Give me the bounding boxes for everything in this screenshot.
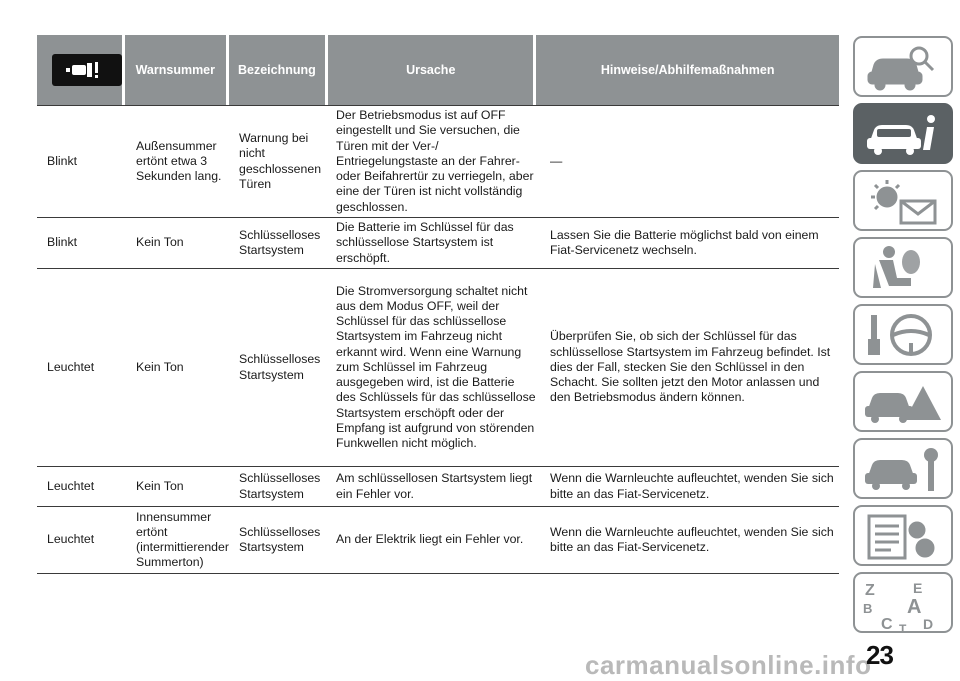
cell-light-state: Blinkt	[47, 153, 78, 168]
table-row	[37, 105, 839, 217]
tab-car-info[interactable]	[853, 103, 953, 164]
cell-designation: Warnung bei nicht geschlossenen Türen	[239, 131, 322, 191]
tab-warning-lights[interactable]	[853, 170, 953, 231]
header-warnsummer: Warnsummer	[125, 35, 226, 105]
technical-data-icon	[863, 512, 943, 562]
table-row	[37, 217, 839, 268]
cell-cause: Der Betriebsmodus ist auf OFF eingestellt und Sie versuchen, die Türen mit der Ver-/ Entriegelungstaste an der Fahrer- oder Beifahrertür zu verriegeln, aber eine der Türen ist nicht vollständig geschlossen.	[336, 108, 534, 214]
header-bezeichnung: Bezeichnung	[229, 35, 326, 105]
cell-remedy: Wenn die Warnleuchte aufleuchtet, wenden Sie sich bitte an das Fiat-Servicenetz.	[550, 471, 834, 501]
cell-light-state: Leuchtet	[47, 532, 95, 547]
steering-wheel-key-icon	[863, 311, 943, 361]
car-info-icon	[863, 110, 943, 160]
tab-emergency[interactable]	[853, 371, 953, 432]
watermark: carmanualsonline.info	[585, 650, 872, 680]
warning-lights-message-icon	[863, 177, 943, 227]
cell-designation: Schlüsselloses Startsystem	[239, 352, 321, 382]
tab-car-search[interactable]	[853, 36, 953, 97]
key-warning-light-icon	[52, 54, 122, 86]
airbag-seat-icon	[863, 244, 943, 294]
header-icon-cell	[37, 35, 122, 105]
index-letter: T	[899, 622, 907, 633]
cell-designation: Schlüsselloses Startsystem	[239, 227, 321, 257]
warning-table	[37, 35, 839, 574]
index-letter: E	[913, 580, 923, 596]
index-letter: A	[907, 596, 922, 618]
cell-remedy: —	[550, 153, 563, 168]
index-letter: C	[881, 616, 893, 633]
cell-cause: An der Elektrik liegt ein Fehler vor.	[336, 532, 524, 547]
index-letter: B	[863, 601, 873, 616]
cell-buzzer: Kein Ton	[136, 478, 184, 493]
header-ursache: Ursache	[328, 35, 533, 105]
tab-technical-data[interactable]	[853, 505, 953, 566]
cell-remedy: Wenn die Warnleuchte aufleuchtet, wenden Sie sich bitte an das Fiat-Servicenetz.	[550, 524, 834, 554]
tab-driving[interactable]	[853, 304, 953, 365]
cell-buzzer: Kein Ton	[136, 359, 184, 374]
cell-cause: Am schlüssellosen Startsystem liegt ein Fehler vor.	[336, 471, 533, 501]
header-hinweise: Hinweise/Abhilfemaßnahmen	[536, 35, 839, 105]
cell-light-state: Blinkt	[47, 235, 78, 250]
cell-remedy: Überprüfen Sie, ob sich der Schlüssel für das schlüssellose Startsystem im Fahrzeug befindet. Ist dies der Fall, stecken Sie den Schlüssel in den Schacht. Sie sollten jetzt den Motor anlassen und den Betriebsmodus ändern können.	[550, 329, 831, 405]
cell-designation: Schlüsselloses Startsystem	[239, 471, 321, 501]
tab-index[interactable]	[853, 572, 953, 633]
index-letter: D	[923, 616, 934, 632]
cell-light-state: Leuchtet	[47, 359, 95, 374]
page-number: 23	[866, 640, 893, 670]
cell-buzzer: Außensummer ertönt etwa 3 Sekunden lang.	[136, 138, 222, 184]
index-letter: Z	[865, 582, 875, 599]
table-row	[37, 506, 839, 574]
table-row	[37, 466, 839, 506]
car-search-icon	[863, 43, 943, 93]
cell-cause: Die Batterie im Schlüssel für das schlüssellose Startsystem ist erschöpft.	[336, 220, 514, 265]
cell-buzzer: Innensummer ertönt (intermittierender Summerton)	[136, 509, 229, 570]
cell-light-state: Leuchtet	[47, 478, 95, 493]
car-emergency-icon	[863, 378, 943, 428]
tab-safety[interactable]	[853, 237, 953, 298]
car-maintenance-wrench-icon	[863, 445, 943, 495]
table-row	[37, 268, 839, 466]
cell-designation: Schlüsselloses Startsystem	[239, 524, 321, 554]
cell-buzzer: Kein Ton	[136, 235, 184, 250]
alphabetical-index-icon	[863, 579, 947, 633]
table-header	[37, 35, 839, 105]
tab-maintenance[interactable]	[853, 438, 953, 499]
cell-cause: Die Stromversorgung schaltet nicht aus dem Modus OFF, weil der Schlüssel für das schlüssellose Startsystem im Fahrzeug nicht erkannt wird. Wenn eine Warnung zum Schlüssel im Fahrzeug ausgegeben wird, ist die Batterie des Schlüssels für das schlüssellose Startsystem erschöpft oder der Empfang ist aufgrund von störenden Funkwellen nicht möglich.	[336, 283, 536, 450]
cell-remedy: Lassen Sie die Batterie möglichst bald von einem Fiat-Servicenetz wechseln.	[550, 227, 819, 257]
